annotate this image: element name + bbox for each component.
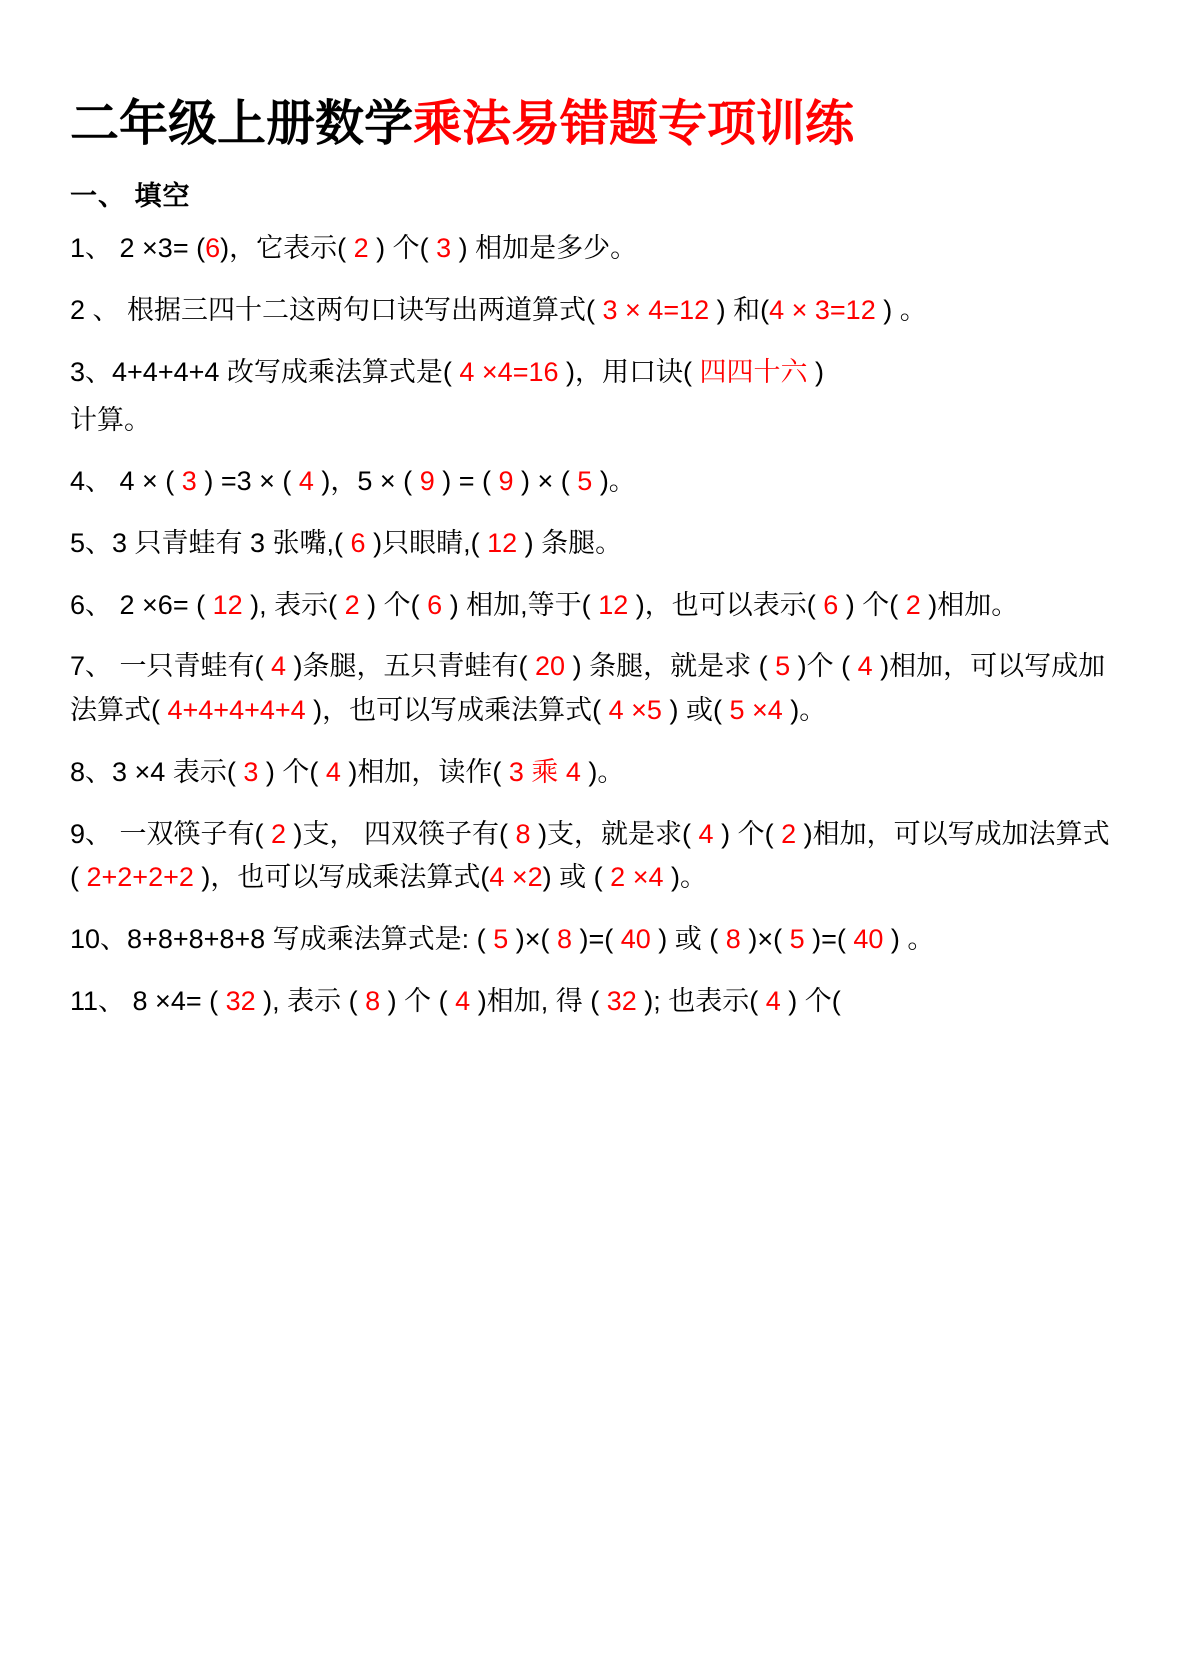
question-text: )相加，可以写成加法算式( [70, 651, 1106, 726]
question-text: ) 个( [367, 589, 420, 620]
page-title [70, 96, 1116, 152]
question-text: )相加, 得 ( [477, 985, 600, 1016]
question-text: )相加。 [928, 589, 1019, 620]
question-text: ); 也表示( [644, 985, 759, 1016]
question-text: 10、8+8+8+8+8 写成乘法算式是: ( [70, 924, 486, 955]
page-title-red: 乘法易错题专项训练 [413, 97, 855, 151]
question-text: 8、3 ×4 表示( [70, 756, 236, 787]
answer-blank[interactable]: 4 ×4=16 [451, 356, 566, 387]
question-q4 [70, 460, 1116, 504]
answer-blank[interactable]: 5 [485, 924, 516, 955]
answer-blank[interactable]: 12 [590, 589, 636, 620]
question-text: )，也可以写成乘法算式( [313, 695, 602, 726]
answer-blank[interactable]: 20 [527, 651, 573, 682]
question-text: ) 个( [265, 756, 319, 787]
question-text: )，也可以表示( [635, 589, 816, 620]
question-text: )，也可以写成乘法算式( [201, 862, 490, 893]
answer-blank[interactable]: 32 [218, 985, 264, 1016]
answer-blank[interactable]: 2 ×4 [602, 862, 671, 893]
question-q5 [70, 522, 1116, 566]
question-text: ) 相加,等于( [449, 589, 591, 620]
question-q11 [70, 980, 1116, 1024]
question-q3 [70, 351, 1116, 395]
question-text: ), 表示( [250, 589, 338, 620]
answer-blank[interactable]: 4 [263, 651, 294, 682]
answer-blank[interactable]: 4 [291, 466, 322, 497]
question-text: ) 个( [376, 233, 429, 264]
answer-blank[interactable]: 4 [758, 985, 789, 1016]
question-text: 3、4+4+4+4 改写成乘法算式是( [70, 356, 452, 387]
question-q6 [70, 584, 1116, 628]
question-text: )，用口诀( [566, 356, 692, 387]
question-text: ) 个 ( [387, 985, 448, 1016]
question-text: ), 表示 ( [263, 985, 358, 1016]
answer-blank[interactable]: 4+4+4+4+4 [160, 695, 314, 726]
question-text: 2 、 根据三四十二这两句口诀写出两道算式( [70, 295, 596, 326]
question-text: ) 相加是多少。 [458, 233, 638, 264]
question-text: ) × ( [521, 466, 570, 497]
answer-blank[interactable]: 8 [508, 818, 539, 849]
question-text: )个 ( [797, 651, 851, 682]
answer-blank[interactable]: 40 [613, 924, 659, 955]
answer-blank[interactable]: 3 [235, 756, 266, 787]
question-q1 [70, 227, 1116, 271]
answer-blank[interactable]: 5 [569, 466, 600, 497]
answer-blank[interactable]: 4 ×5 [601, 695, 670, 726]
answer-blank[interactable]: 2 [337, 589, 368, 620]
answer-blank[interactable]: 2+2+2+2 [79, 862, 202, 893]
answer-blank[interactable]: 5 [767, 651, 798, 682]
question-text: )，5 × ( [321, 466, 413, 497]
question-text: 11、 8 ×4= ( [70, 985, 219, 1016]
question-text: 5、3 只青蛙有 3 张嘴,( [70, 528, 344, 559]
answer-blank[interactable]: 8 [357, 985, 388, 1016]
answer-blank[interactable]: 5 [782, 924, 813, 955]
question-text: ) 。 [890, 924, 935, 955]
question-text: ) 或( [669, 695, 722, 726]
answer-blank[interactable]: 2 [773, 818, 804, 849]
answer-blank[interactable]: 6 [343, 528, 374, 559]
answer-blank[interactable]: 4 [318, 756, 349, 787]
answer-blank[interactable]: 9 [412, 466, 443, 497]
question-q8 [70, 751, 1116, 795]
question-text: )=( [579, 924, 614, 955]
question-text: )，它表示( [220, 233, 347, 264]
answer-blank[interactable]: 3 [428, 233, 459, 264]
question-text: )×( [515, 924, 550, 955]
question-text: ) 条腿，就是求 ( [572, 651, 768, 682]
question-text: ) 个( [788, 985, 841, 1016]
answer-blank[interactable]: 12 [205, 589, 251, 620]
answer-blank[interactable]: 40 [845, 924, 891, 955]
question-text: )相加，可以写成加法算式( [70, 818, 1110, 893]
question-text: )。 [599, 466, 636, 497]
answer-blank[interactable]: 2 [263, 818, 294, 849]
question-text: 计算。 [70, 404, 151, 435]
question-text: 9、 一双筷子有( [70, 818, 264, 849]
question-text: )。 [588, 756, 625, 787]
question-text: 6、 2 ×6= ( [70, 589, 206, 620]
question-text: ) 和( [716, 295, 770, 326]
answer-blank[interactable]: 3 乘 4 [501, 756, 589, 787]
question-text: )只眼睛,( [373, 528, 480, 559]
question-text: ) 个( [845, 589, 899, 620]
question-text: )条腿，五只青蛙有( [293, 651, 528, 682]
answer-blank[interactable]: 4 [850, 651, 881, 682]
question-text: )支， 四双筷子有( [293, 818, 509, 849]
answer-blank[interactable]: 3 × 4=12 [595, 295, 717, 326]
question-text: ) 。 [875, 295, 927, 326]
question-text: )。 [670, 862, 707, 893]
question-text: )。 [790, 695, 827, 726]
answer-blank[interactable]: 3 [174, 466, 205, 497]
question-text: 7、 一只青蛙有( [70, 651, 264, 682]
question-text: ) = ( [442, 466, 491, 497]
question-text: ) 个( [721, 818, 774, 849]
question-text: 1、 2 ×3= ( [70, 233, 206, 264]
question-text: ) [815, 356, 824, 387]
answer-blank[interactable]: 4 ×2 [489, 862, 543, 893]
question-list [70, 227, 1116, 1023]
answer-blank[interactable]: 6 [205, 233, 221, 264]
answer-blank[interactable]: 8 [718, 924, 749, 955]
question-text: )支，就是求( [538, 818, 692, 849]
question-q2 [70, 289, 1116, 333]
answer-blank[interactable]: 8 [549, 924, 580, 955]
question-q7 [70, 645, 1116, 732]
answer-blank[interactable]: 32 [599, 985, 645, 1016]
answer-blank[interactable]: 4 × 3=12 [769, 295, 876, 326]
question-text: )相加，读作( [348, 756, 502, 787]
answer-blank[interactable]: 4 [447, 985, 478, 1016]
answer-blank[interactable]: 6 [419, 589, 450, 620]
question-text: 4、 4 × ( [70, 466, 175, 497]
question-text: ) 或 ( [658, 924, 719, 955]
question-text: ) =3 × ( [204, 466, 292, 497]
answer-blank[interactable]: 四四十六 [691, 356, 815, 387]
answer-blank[interactable]: 5 ×4 [721, 695, 791, 726]
section-heading: 一、 填空 [70, 181, 191, 212]
question-text: ) 或 ( [542, 862, 603, 893]
answer-blank[interactable]: 2 [898, 589, 929, 620]
question-q10 [70, 918, 1116, 962]
question-q9 [70, 813, 1116, 900]
answer-blank[interactable]: 12 [479, 528, 525, 559]
question-text: )=( [812, 924, 846, 955]
answer-blank[interactable]: 6 [815, 589, 846, 620]
question-q3b [70, 399, 1116, 443]
answer-blank[interactable]: 4 [691, 818, 722, 849]
question-text: ) 条腿。 [524, 528, 623, 559]
answer-blank[interactable]: 2 [346, 233, 377, 264]
question-text: )×( [748, 924, 783, 955]
answer-blank[interactable]: 9 [490, 466, 522, 497]
page-title-black: 二年级上册数学 [70, 97, 414, 151]
